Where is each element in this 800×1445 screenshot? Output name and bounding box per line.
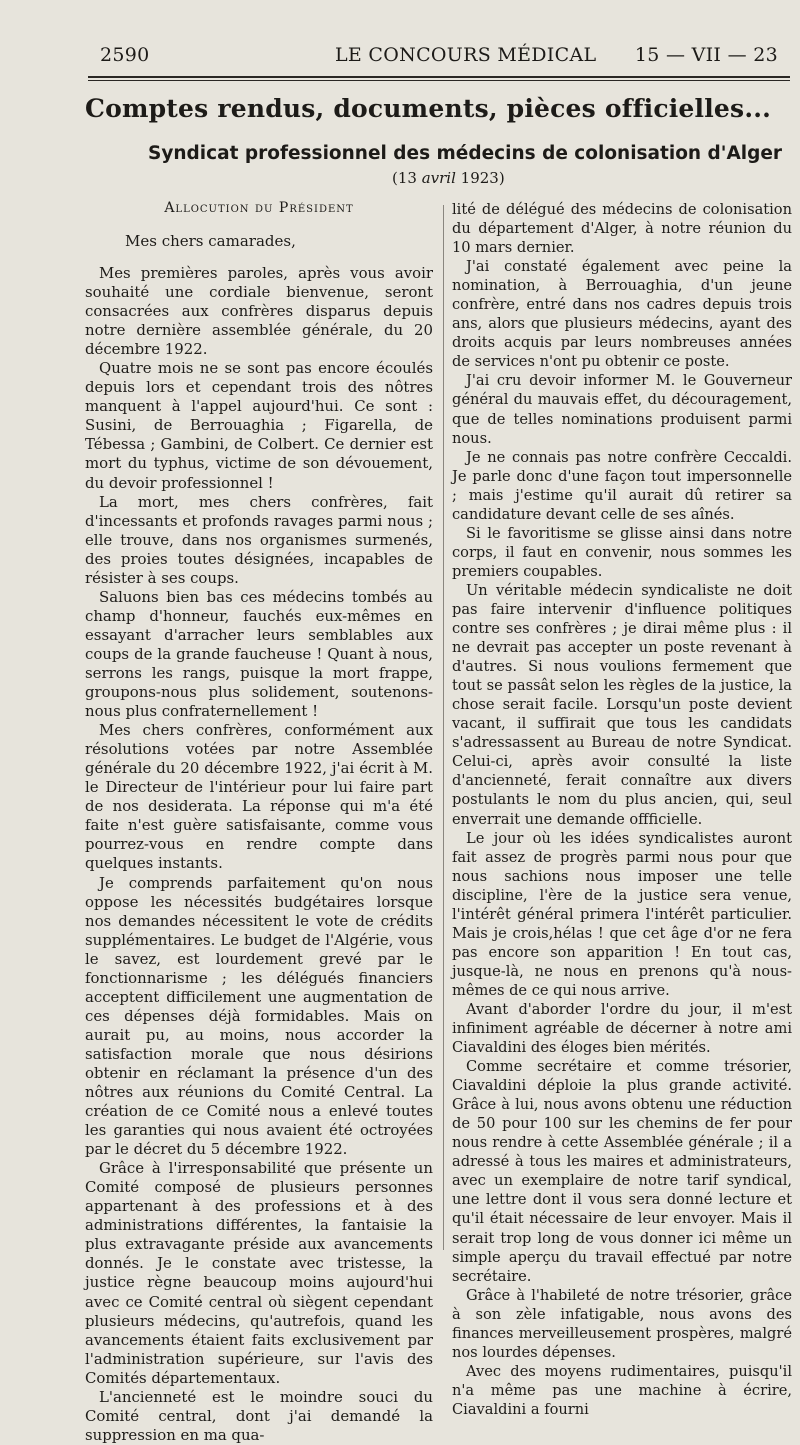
salutation: Mes chers camarades, xyxy=(125,232,296,250)
paragraph: Mes premières paroles, après vous avoir souhaité une cordiale bienvenue, seront consacrées aux confrères disparus depuis notre dernière assemblée générale, du 20 décembre 1922. xyxy=(85,264,433,359)
section-title: Comptes rendus, documents, pièces officielles... xyxy=(85,94,772,123)
running-head xyxy=(100,44,778,74)
page-number: 2590 xyxy=(100,44,150,66)
paragraph: Avec des moyens rudimentaires, puisqu'il n'a même pas une machine à écrire, Ciavaldini a fourni xyxy=(452,1362,792,1418)
journal-title: LE CONCOURS MÉDICAL xyxy=(335,44,597,66)
paragraph: Je comprends parfaitement qu'on nous oppose les nécessités budgétaires lorsque nos demandes nécessitent le vote de crédits supplémentaires. Le budget de l'Algérie, vous le savez, est lourdement grevé par le fonctionnarisme ; les délégués financiers acceptent difficilement une augmentation de ces dépenses déjà formidables. Mais on aurait pu, au moins, nous accorder la satisfaction morale que nous désirions obtenir en réclamant la présence d'un des nôtres aux réunions du Comité Central. La création de ce Comité nous a enlevé toutes les garanties qui nous avaient été octroyées par le décret du 5 décembre 1922. xyxy=(85,873,433,1159)
paragraph: Je ne connais pas notre confrère Ceccaldi. Je parle donc d'une façon tout impersonnelle ; mais j'estime qu'il aurait dû retirer sa candidature devant celle de ses aînés. xyxy=(452,448,792,523)
paragraph: Saluons bien bas ces médecins tombés au champ d'honneur, fauchés eux-mêmes en essayant d'arracher leurs semblables aux coups de la grande faucheuse ! Quant à nous, serrons les rangs, puisque la mort frappe, groupons-nous plus solidement, soutenons-nous plus confraternellement ! xyxy=(85,587,433,721)
speech-heading: Allocution du Président xyxy=(164,200,354,216)
paragraph: Mes chers confrères, conformément aux résolutions votées par notre Assemblée générale du 20 décembre 1922, j'ai écrit à M. le Directeur de l'intérieur pour lui faire part de nos desiderata. La réponse qui m'a été faite n'est guère satisfaisante, comme vous pourrez-vous en rendre compte dans quelques instants. xyxy=(85,721,433,873)
header-rule-top xyxy=(88,76,790,78)
right-column xyxy=(452,200,792,1419)
paragraph: J'ai constaté également avec peine la nomination, à Berrouaghia, d'un jeune confrère, entré dans nos cadres depuis trois ans, alors que plusieurs médecins, ayant des droits acquis par leurs nombreuses années de services n'ont pu obtenir ce poste. xyxy=(452,258,792,371)
paragraph: La mort, mes chers confrères, fait d'incessants et profonds ravages parmi nous ; elle trouve, dans nos organismes surmenés, des proies toutes désignées, incapables de résister à ses coups. xyxy=(85,492,433,587)
paragraph: J'ai cru devoir informer M. le Gouverneur général du mauvais effet, du découragement, que de telles nominations produisent parmi nous. xyxy=(452,372,792,447)
paragraph: Avant d'aborder l'ordre du jour, il m'est infiniment agréable de décerner à notre ami Ciavaldini des éloges bien mérités. xyxy=(452,1000,792,1057)
paragraph: lité de délégué des médecins de colonisation du département d'Alger, à notre réunion du 10 mars dernier. xyxy=(452,201,792,257)
paragraph: Quatre mois ne se sont pas encore écoulés depuis lors et cependant trois des nôtres manquent à l'appel aujourd'hui. Ce sont : Susini, de Berrouaghia ; Figarella, de Tébessa ; Gambini, de Colbert. Ce dernier est mort du typhus, victime de son dévouement, du devoir professionnel ! xyxy=(85,359,433,492)
paragraph: Grâce à l'irresponsabilité que présente un Comité composé de plusieurs personnes appartenant à des professions et à des administrations différentes, la fantaisie la plus extravagante préside aux avancements donnés. Je le constate avec tristesse, la justice règne beaucoup moins aujourd'hui avec ce Comité central où siègent cependant plusieurs médecins, qu'autrefois, quand les avancements étaient faits exclusivement par l'administration supérieure, sur l'avis des Comités départementaux. xyxy=(85,1159,433,1387)
paragraph: L'ancienneté est le moindre souci du Comité central, dont j'ai demandé la suppression en ma qua- xyxy=(85,1387,433,1444)
article-title: Syndicat professionnel des médecins de colonisation d'Alger xyxy=(148,143,783,164)
column-divider xyxy=(443,205,444,1250)
left-column xyxy=(85,200,433,1445)
paragraph: Comme secrétaire et comme trésorier, Ciavaldini déploie la plus grande activité. Grâce à lui, nous avons obtenu une réduction de 50 pour 100 sur les chemins de fer pour nous rendre à cette Assemblée générale ; il a adressé à tous les maires et administrateurs, avec un exemplaire de notre tarif syndical, une lettre dont il vous sera donné lecture et qu'il était nécessaire de leur envoyer. Mais il serait trop long de vous donner ici même un simple aperçu du travail effectué par notre secrétaire. xyxy=(452,1058,792,1285)
paragraph: Si le favoritisme se glisse ainsi dans notre corps, il faut en convenir, nous sommes les premiers coupables. xyxy=(452,524,792,580)
paragraph: Le jour où les idées syndicalistes auront fait assez de progrès parmi nous pour que nous sachions nous imposer une telle discipline, l'ère de la justice sera venue, l'intérêt général primera l'intérêt particulier. Mais je crois,hélas ! que cet âge d'or ne fera pas encore son apparition ! En tout cas, jusque-là, ne nous en prenons qu'à nous-mêmes de ce qui nous arrive. xyxy=(452,829,792,999)
issue-date: 15 — VII — 23 xyxy=(634,44,778,66)
paragraph: Grâce à l'habileté de notre trésorier, grâce à son zèle infatigable, nous avons des finances merveilleusement prospères, malgré nos lourdes dépenses. xyxy=(452,1286,792,1361)
header-rule-bottom xyxy=(88,80,790,81)
meeting-date: (13 avril 1923) xyxy=(392,169,505,187)
paragraph: Un véritable médecin syndicaliste ne doit pas faire intervenir d'influence politiques contre ses confrères ; je dirai même plus : il ne devrait pas accepter un poste revenant à d'autres. Si nous voulions fermement que tout se passât selon les règles de la justice, la chose serait facile. Lorsqu'un poste devient vacant, il suffirait que tous les candidats s'adressassent au Bureau de notre Syndicat. Celui-ci, après avoir consulté la liste d'ancienneté, ferait connaître aux divers postulants le nom du plus ancien, qui, seul enverrait une demande offficielle. xyxy=(452,581,792,828)
